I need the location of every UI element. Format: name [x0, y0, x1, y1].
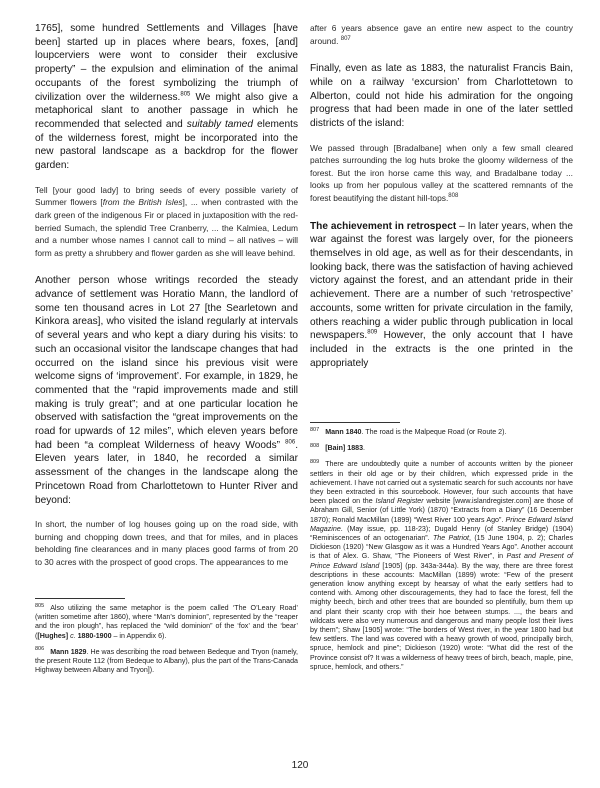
quote-flower-garden: Tell [your good lady] to bring seeds of every possible variety of Summer flowers [from the British Isles], ... when contrasted with the dark green of the indigenous Fir or placed in juxtaposition with the red-berried Sumach, the splendid Tree Cranberry, ... the Kalmiea, Ledum and a number whose names I cannot call to mind – all natives – will form as pretty a shrubbery and flower garden as she will leave behind.: [35, 184, 298, 258]
quote-bradalbane: We passed through [Bradalbane] when only a few small cleared patches surrounding the log huts broke the gloomy wilderness of the forest. But the iron horse came this way, and Bradalbane today ... looks up from her populous valley at the scattered remnants of the forest beautifying the distant hill-tops.$^{808}$: [310, 142, 573, 204]
footnote-divider: [35, 598, 125, 599]
quote-log-houses: In short, the number of log houses going up on the road side, with burning and chopping down trees, and that for miles, and in places beholding fine clearances and in many places good farms of from 20 to 30 acres with the prospect of good crops. The appearances to me: [35, 519, 298, 568]
footnotes-left: [35, 598, 298, 682]
footnote-805: $^{805}$ Also utilizing the same metaphor is the poem called ‘The O’Leary Road’ (written sometime after 1860), where “Man’s dominion”, represented by the “reaper and the iron plough”, has replaced the “wild dominion” of the ‘fox’ and the ‘bear’ ([Hughes] c. 1880-1900 – in Appendix 6).: [35, 602, 298, 640]
paragraph-achievement-retrospect: The achievement in retrospect – In later years, when the war against the forest was largely over, for the pioneers themselves in old age, as well as for their descendants, in looking back, there was the satisfaction of having achieved victory against the forest, and an attendant pride in their achievement. There are a number of such ‘retrospective’ accounts, some written for private circulation in the family, others reaching a wider public through publication in local newspapers.$^{809}$ However, the only account that I have included in the extracts is the one printed in the appropriately: [310, 220, 573, 369]
footnote-806: $^{806}$ Mann 1829. He was describing the road between Bedeque and Tryon (namely, the present Route 112 (from Bedeque to Albany), plus the part of the Trans-Canada Highway between Albany and Tryon]).: [35, 646, 298, 675]
footnote-809: $^{809}$ There are undoubtedly quite a number of accounts written by the pioneer settlers in their old age or by their children, which expressed pride in the achievement. I have not carried out a systematic search for such accounts nor have they been extracted in this sourcebook. However, four such accounts that have been placed on the Island Register website [www.islandregister.com] are those of Abraham Gill, Senior (of Little York) (1870) “Extracts from a Diary” (16 December 1870); Ronald MacMillan (1899) “West River 100 years Ago”. Prince Edward Island Magazine. (May issue, pp. 118-23); Dugald Henry (of Stanley Bridge) (1904) “Reminiscences of an octogenarian”. The Patriot, (15 June 1904, p. 2); Charles Dickieson (1920) “New Glasgow as it was a Hundred Years Ago”. Another account is that of Alex. G. Shaw, “The Pioneers of West River”, in Past and Present of Prince Edward Island [1905] (pp. 343a-344a). By the way, there are three forest descriptions in these accounts: MacMillan (1899) wrote: “Few of the present generation know anything except by hearsay of what the early settlers had to contend with. Among other discouragements, they had to face the forest, fell the mighty beech, birch and other trees that are bounded so plentifully, burn them up and plant their scanty crop with their hoe between stumps. ..., the bears and wildcats were also very numerous and dangerous and many people lost their lives by them”; Shaw [1905] wrote: “The borders of West river, in the year 1800 had but few settlers. The land was covered with a heavy growth of wood, principally birch, spruce, hemlock and pine”; Dickieson (1920) wrote: “What did the rest of the Province consist of? It was a wilderness of heavy trees of birch, beach, maple, pine, spruce, hemlock, and others.”: [310, 459, 574, 671]
footnotes-right: [310, 422, 573, 679]
footnote-807: $^{807}$ Mann 1840. The road is the Malpeque Road (or Route 2).: [310, 426, 507, 436]
paragraph-francis-bain: Finally, even as late as 1883, the naturalist Francis Bain, while on a railway ‘excursion’ from Charlottetown to Alberton, could not hide his admiration for the ongoing progress that had been made in one of the later settled districts of the island:: [310, 63, 573, 129]
paragraph-horatio-mann: Another person whose writings recorded the steady advance of settlement was Horatio Mann, the landlord of some ten thousand acres in Lot 27 [the Searletown and Kinkora areas], who visited the island regularly at intervals of several years and who kept a diary during his visits: to such an occasional visitor the landscape changes that had occurred on the island since his previous visit were welcome signs of ‘improvement’. For example, in 1829, he commented that the “rapid improvements made and still making is truly great”; and at one particular location he observed with satisfaction the “great improvements on the road for upwards of 12 miles”, which eleven years before had been “a compleat Wilderness of heavy Woods” $^{806}$. Eleven years later, in 1840, he recorded a similar assessment of the changes in the landscape along the Princetown Road from Charlottetown to Hunter River and beyond:: [35, 275, 298, 506]
footnote-ref-807: 807: [340, 35, 351, 42]
paragraph-settlements: 1765], some hundred Settlements and Villages [have been] started up in places where bears, foxes, [and] loupcerviers were wont to consider their exclusive property” – the expulsion and elimination of the animal occupants of the forest symbolizing the triumph of civilization over the wilderness.$^{805}$ We might also give a metaphorical slant to another passage in which he recommended that selected and suitably tamed elements of the wilderness forest, might be incorporated into the new pastoral landscape as a backdrop for the flower garden:: [35, 23, 298, 172]
footnote-divider: [310, 422, 400, 423]
left-column: [35, 22, 298, 569]
footnote-ref-808: 808: [448, 193, 459, 200]
quote-log-houses-continued: after 6 years absence gave an entire new aspect to the country around. $^{807}$: [310, 23, 573, 46]
page-number: 120: [291, 760, 309, 771]
footnote-808: $^{808}$ [Bain] 1883.: [310, 442, 366, 453]
footnote-ref-809: 809: [367, 329, 378, 336]
section-heading: The achievement in retrospect: [310, 220, 457, 232]
right-column: [310, 22, 573, 381]
footnote-ref-806: 806: [285, 439, 296, 446]
footnote-ref-805: 805: [180, 91, 191, 98]
